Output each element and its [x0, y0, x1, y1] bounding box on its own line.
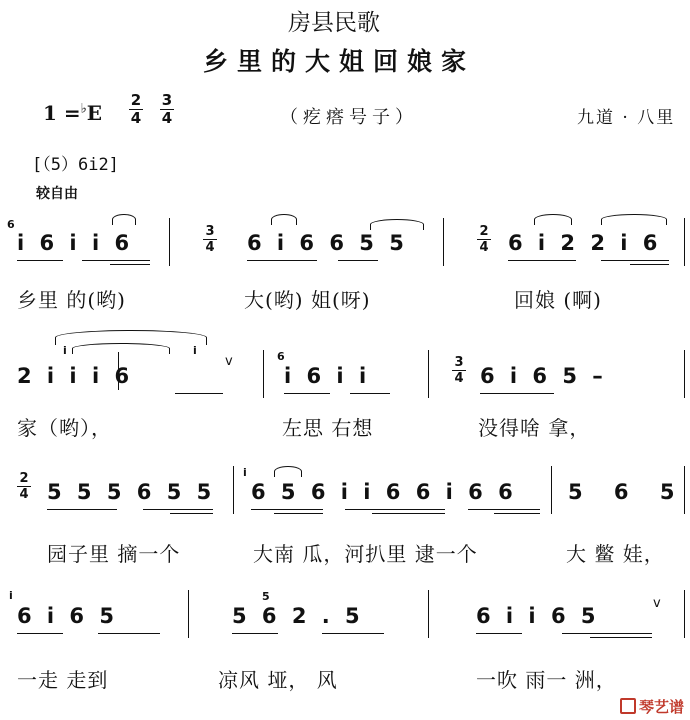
- underline: [476, 633, 522, 634]
- barline: [428, 590, 429, 638]
- grace-note: i: [9, 589, 13, 602]
- underline: [494, 513, 540, 514]
- underline: [480, 393, 554, 394]
- underline: [110, 264, 150, 265]
- grace-note: 6: [277, 350, 285, 363]
- measure-5-notes: i 6 i i: [284, 364, 371, 388]
- region-label: 九道 · 八里: [577, 108, 676, 128]
- slur: [601, 214, 667, 225]
- grace-note: i: [193, 344, 197, 357]
- grace-note: 5: [262, 590, 270, 603]
- lyric-line-3b: 大南 瓜，河扒里 逮一个: [253, 542, 478, 566]
- underline: [345, 509, 445, 510]
- underline: [601, 260, 669, 261]
- underline: [17, 633, 63, 634]
- underline: [17, 260, 63, 261]
- grace-note: i: [63, 344, 67, 357]
- barline: [188, 590, 189, 638]
- underline: [251, 509, 323, 510]
- underline: [630, 264, 669, 265]
- measure-8-notes: 6 5 6 i i 6 6 i 6 6: [251, 480, 517, 504]
- barline: [684, 590, 685, 638]
- barline: [233, 466, 234, 514]
- barline: [684, 218, 685, 266]
- measure-10-notes: 6 i 6 5: [17, 604, 118, 628]
- underline: [468, 509, 540, 510]
- underline: [508, 260, 576, 261]
- underline: [284, 393, 330, 394]
- measure-3-notes: 6 i 2 2 i 6: [508, 231, 662, 255]
- lyric-line-1c: 回娘 (啊): [514, 288, 602, 312]
- underline: [82, 260, 150, 261]
- barline: [169, 218, 170, 266]
- barline: [551, 466, 552, 514]
- slur: [274, 466, 302, 477]
- time-signature-3-4: 3 4: [203, 225, 217, 254]
- time-signature-3-4: 3 4: [452, 356, 466, 385]
- grace-note: i: [243, 466, 247, 479]
- underline: [350, 393, 390, 394]
- barline: [443, 218, 444, 266]
- time-signature-2-4: 2 4: [17, 472, 31, 501]
- measure-12-notes: 6 i i 6 5: [476, 604, 600, 628]
- underline: [274, 513, 323, 514]
- lyric-line-4c: 一吹 雨一 洲，: [476, 668, 617, 692]
- lyric-line-4b: 凉风 垭， 风: [218, 668, 338, 692]
- breath-mark: v: [225, 354, 233, 369]
- lyric-line-2b: 左思 右想: [282, 416, 374, 440]
- measure-7-notes: 5 5 5 6 5 5: [47, 480, 216, 504]
- lyric-line-3a: 园子里 摘一个: [47, 542, 181, 566]
- time-signature-3-4: 3 4: [161, 91, 173, 127]
- lyric-line-3c: 大 鳖 娃，: [566, 542, 665, 566]
- grace-note: 6: [7, 218, 15, 231]
- underline: [562, 633, 652, 634]
- measure-4-notes: 2 i i i 6: [17, 364, 134, 388]
- inner-barline: [118, 352, 119, 390]
- underline: [98, 633, 160, 634]
- site-watermark: 琴艺谱: [620, 696, 684, 717]
- measure-9-notes: 5 6 5: [568, 480, 687, 504]
- underline: [47, 509, 117, 510]
- lyric-line-1b: 大(哟) 姐(呀): [244, 288, 371, 312]
- underline: [170, 513, 213, 514]
- underline: [232, 633, 278, 634]
- slur: [271, 214, 297, 225]
- lyric-line-2a: 家（哟），: [17, 416, 112, 440]
- underline: [590, 637, 652, 638]
- slur: [370, 219, 424, 230]
- underline: [372, 513, 445, 514]
- slur: [112, 214, 136, 225]
- underline: [143, 509, 213, 510]
- barline: [684, 350, 685, 398]
- measure-6-notes: 6 i 6 5 –: [480, 364, 607, 388]
- time-signature-2-4: 2 4: [477, 225, 491, 254]
- underline: [338, 260, 378, 261]
- lyric-line-4a: 一走 走到: [17, 668, 109, 692]
- barline: [428, 350, 429, 398]
- slur: [72, 343, 170, 354]
- genre-label: （疙瘩号子）: [280, 107, 418, 128]
- measure-11-notes: 5 6 2 . 5: [232, 604, 364, 628]
- measure-2-notes: 6 i 6 6 5 5: [247, 231, 408, 255]
- lyric-line-1a: 乡里 的(哟): [17, 288, 126, 312]
- watermark-logo-icon: [620, 698, 636, 714]
- underline: [247, 260, 317, 261]
- slur: [534, 214, 572, 225]
- song-collection-title: 房县民歌: [288, 10, 380, 36]
- underline: [322, 633, 384, 634]
- tempo-marking: 较自由: [36, 186, 78, 202]
- time-signature-2-4: 2 4: [130, 91, 142, 127]
- barline: [684, 466, 685, 514]
- lyric-line-2c: 没得啥 拿，: [478, 416, 591, 440]
- intro-phrase: [（5）6i2]: [32, 155, 119, 175]
- barline: [263, 350, 264, 398]
- underline: [175, 393, 223, 394]
- key-signature: 1 =♭E: [43, 101, 103, 125]
- song-title: 乡里的大姐回娘家: [203, 47, 476, 76]
- measure-1-notes: i 6 i i 6: [17, 231, 134, 255]
- breath-mark: v: [653, 596, 661, 611]
